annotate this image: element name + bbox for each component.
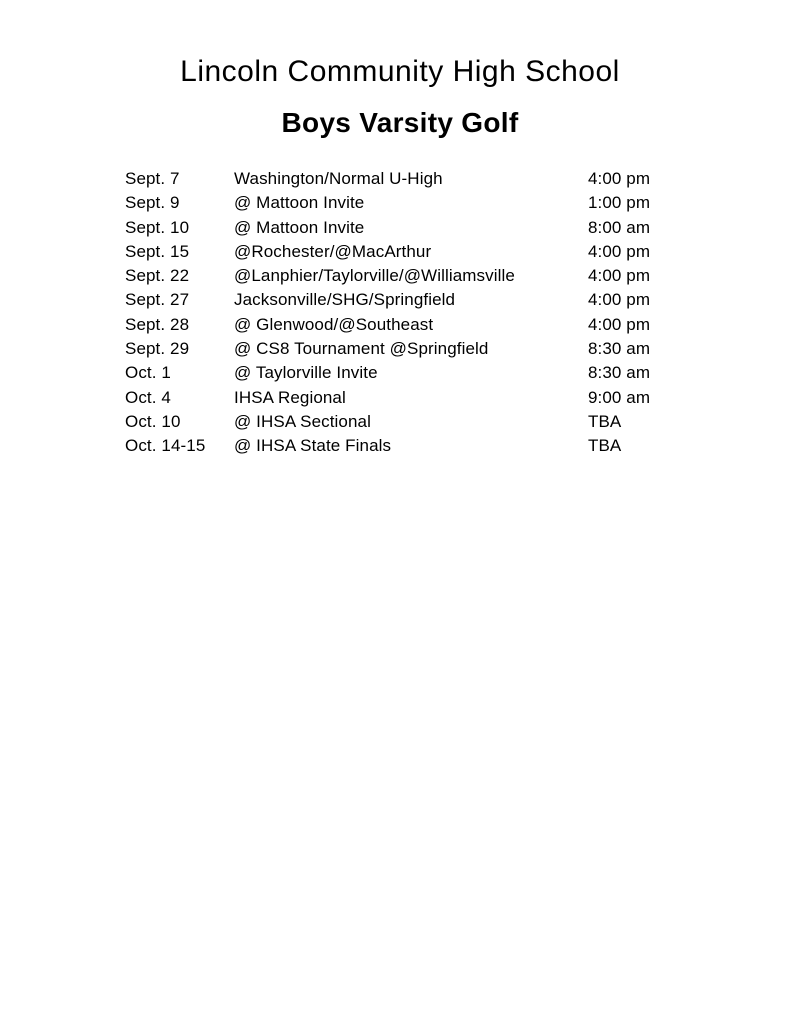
schedule-row-1-date: Sept. 9 <box>125 193 180 213</box>
schedule-row-1-event: @ Mattoon Invite <box>234 193 365 213</box>
schedule-row-5-date: Sept. 27 <box>125 290 190 310</box>
schedule-row-0-date: Sept. 7 <box>125 169 180 188</box>
schedule-row-7-time: 8:30 am <box>588 339 651 359</box>
schedule-row-11-time: TBA <box>588 436 622 456</box>
page-subtitle: Boys Varsity Golf <box>281 107 519 138</box>
schedule-row-8-time: 8:30 am <box>588 363 651 383</box>
schedule-row-1-time: 1:00 pm <box>588 193 651 213</box>
schedule-row-2-date: Sept. 10 <box>125 217 190 237</box>
schedule-row-3-date: Sept. 15 <box>125 241 190 261</box>
page-title: Lincoln Community High School <box>180 55 620 88</box>
schedule-row-9-date: Oct. 4 <box>125 387 171 407</box>
schedule-row-6-time: 4:00 pm <box>588 314 651 334</box>
schedule-row-10-time: TBA <box>588 411 622 431</box>
schedule-row-9-time: 9:00 am <box>588 387 651 407</box>
schedule-row-5-time: 4:00 pm <box>588 290 651 310</box>
schedule-row-2-event: @ Mattoon Invite <box>234 217 365 237</box>
schedule-row-3-event: @Rochester/@MacArthur <box>234 241 432 261</box>
schedule-row-4-time: 4:00 pm <box>588 266 651 286</box>
schedule-row-11-event: @ IHSA State Finals <box>234 436 392 456</box>
schedule-row-4-event: @Lanphier/Taylorville/@Williamsville <box>234 266 515 286</box>
schedule-row-7-date: Sept. 29 <box>125 339 190 359</box>
schedule-row-0-event: Washington/Normal U-High <box>234 169 443 188</box>
schedule-row-4-date: Sept. 22 <box>125 266 190 286</box>
schedule-row-8-event: @ Taylorville Invite <box>234 363 378 383</box>
schedule-row-10-event: @ IHSA Sectional <box>234 411 371 431</box>
schedule-row-9-event: IHSA Regional <box>234 387 346 407</box>
schedule-row-11-date: Oct. 14-15 <box>125 436 206 456</box>
schedule-table <box>125 167 685 459</box>
schedule-row-7-event: @ CS8 Tournament @Springfield <box>234 339 489 359</box>
schedule-row-3-time: 4:00 pm <box>588 241 651 261</box>
schedule-row-2-time: 8:00 am <box>588 217 651 237</box>
schedule-row-5-event: Jacksonville/SHG/Springfield <box>234 290 456 310</box>
schedule-row-10-date: Oct. 10 <box>125 411 181 431</box>
schedule-row-6-date: Sept. 28 <box>125 314 190 334</box>
schedule-row-6-event: @ Glenwood/@Southeast <box>234 314 434 334</box>
schedule-row-8-date: Oct. 1 <box>125 363 171 383</box>
schedule-row-0-time: 4:00 pm <box>588 169 651 188</box>
